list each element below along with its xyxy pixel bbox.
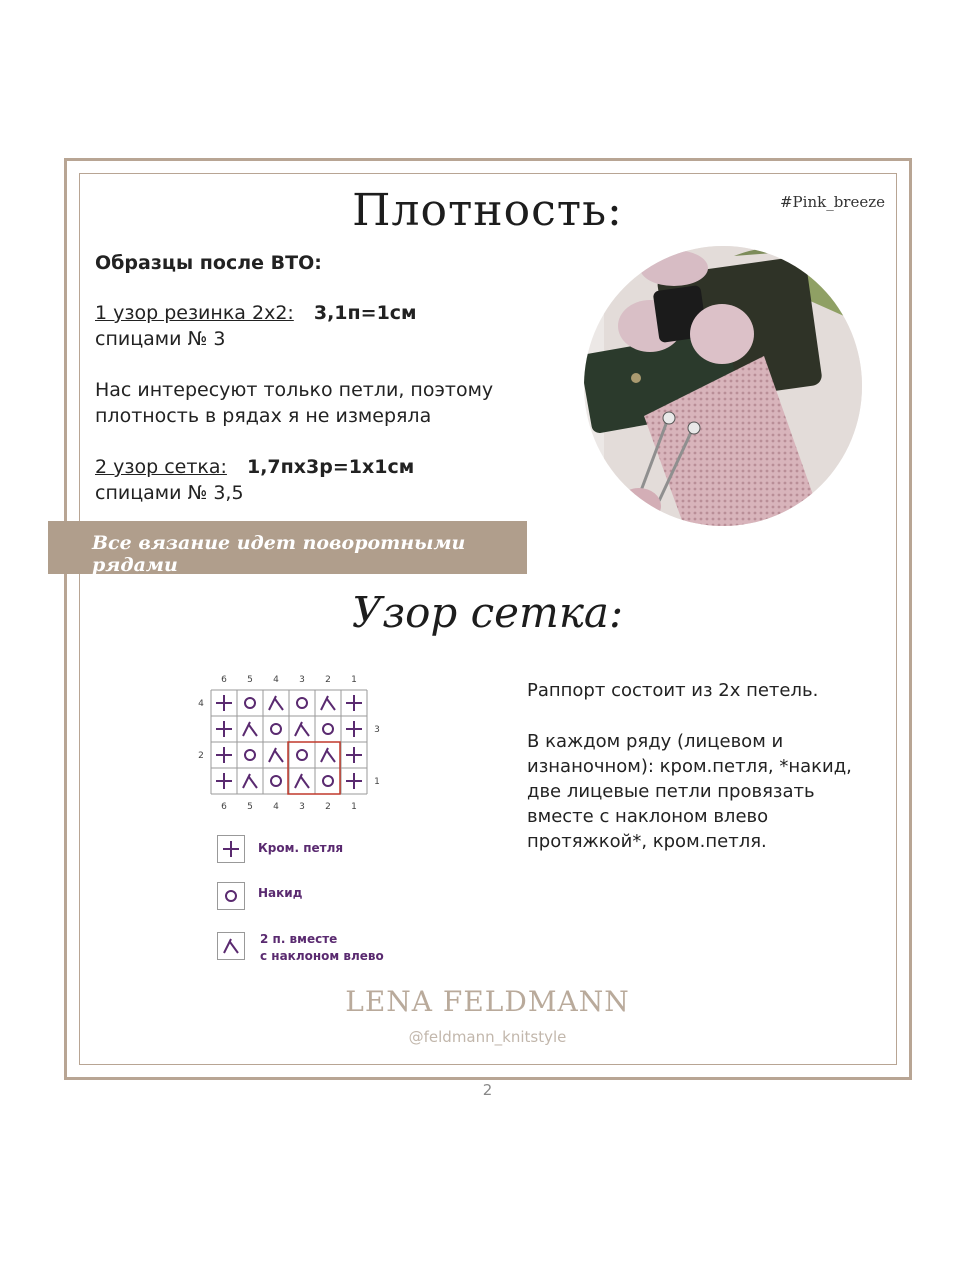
- turning-rows-banner: [48, 521, 527, 574]
- edge-stitch-symbol: [346, 695, 362, 711]
- yarnover-icon: [218, 883, 244, 909]
- banner-text: Все вязание идет поворотными рядами: [92, 532, 466, 576]
- yarnover-symbol: [245, 750, 255, 760]
- row-number: 2: [198, 751, 204, 761]
- column-number-top: 4: [273, 675, 279, 685]
- knitting-photo: [584, 246, 862, 526]
- edge-stitch-symbol: [216, 747, 232, 763]
- column-number-bottom: 1: [351, 802, 357, 812]
- k2tog-left-symbol: [321, 696, 335, 710]
- legend-k2tog-label-1: 2 п. вместе: [260, 932, 338, 946]
- k2tog-left-symbol: [295, 722, 309, 736]
- yarnover-symbol: [323, 724, 333, 734]
- yarnover-symbol: [245, 698, 255, 708]
- hashtag: #Pink_breeze: [779, 193, 885, 211]
- legend-k2tog-box: [217, 932, 245, 960]
- k2tog-left-symbol: [243, 774, 257, 788]
- knitting-chart: [190, 668, 400, 818]
- k2tog-left-symbol: [243, 722, 257, 736]
- yarnover-symbol: [271, 724, 281, 734]
- yarnover-symbol: [297, 750, 307, 760]
- instagram-handle: @feldmann_knitstyle: [408, 1028, 567, 1046]
- legend-edge-stitch-box: [217, 835, 245, 863]
- yarnover-symbol: [323, 776, 333, 786]
- pattern1-line: [95, 300, 417, 326]
- legend-k2tog-label-2: с наклоном влево: [260, 949, 384, 963]
- column-number-top: 5: [247, 675, 253, 685]
- row-number: 4: [198, 699, 204, 709]
- column-number-bottom: 6: [221, 802, 227, 812]
- mesh-pattern-title: Узор сетка:: [351, 588, 624, 637]
- legend-edge-stitch-label: Кром. петля: [258, 841, 344, 855]
- description-line2: В каждом ряду (лицевом и: [527, 731, 784, 752]
- column-number-top: 2: [325, 675, 331, 685]
- row-number: 3: [374, 725, 380, 735]
- column-number-bottom: 3: [299, 802, 305, 812]
- samples-heading: Образцы после ВТО:: [95, 252, 322, 274]
- note-line1: Нас интересуют только петли, поэтому: [95, 379, 494, 401]
- description-line6: протяжкой*, кром.петля.: [527, 831, 767, 852]
- page-number: 2: [482, 1081, 493, 1099]
- pattern2-label: 2 узор сетка:: [95, 456, 227, 478]
- pattern1-label: 1 узор резинка 2х2:: [95, 302, 294, 324]
- edge-stitch-symbol: [216, 773, 232, 789]
- column-number-top: 1: [351, 675, 357, 685]
- row-number: 1: [374, 777, 380, 787]
- edge-stitch-symbol: [346, 747, 362, 763]
- edge-stitch-symbol: [216, 721, 232, 737]
- brand-name: LENA FELDMANN: [345, 985, 630, 1018]
- k2tog-left-symbol: [321, 748, 335, 762]
- page-title: Плотность:: [352, 185, 623, 236]
- pattern2-value: 1,7пх3р=1х1см: [246, 456, 415, 478]
- description-line1: Раппорт состоит из 2х петель.: [527, 680, 819, 701]
- note-line2: плотность в рядах я не измеряла: [95, 405, 432, 427]
- legend-yarnover-label: Накид: [258, 886, 303, 900]
- edge-stitch-symbol: [216, 695, 232, 711]
- pattern1-needles: спицами № 3: [95, 328, 226, 350]
- yarnover-symbol: [271, 776, 281, 786]
- description-line4: две лицевые петли провязать: [527, 781, 815, 802]
- edge-stitch-symbol: [346, 721, 362, 737]
- pattern2-line: [95, 454, 414, 480]
- column-number-top: 3: [299, 675, 305, 685]
- k2tog-left-symbol: [269, 696, 283, 710]
- k2tog-left-symbol: [295, 774, 309, 788]
- legend-yarnover-box: [217, 882, 245, 910]
- yarnover-symbol: [297, 698, 307, 708]
- description-line3: изнаночном): кром.петля, *накид,: [527, 756, 852, 777]
- description-line5: вместе с наклоном влево: [527, 806, 769, 827]
- k2tog-left-symbol: [269, 748, 283, 762]
- pattern1-value: 3,1п=1см: [313, 302, 417, 324]
- edge-stitch-icon: [218, 836, 244, 862]
- edge-stitch-symbol: [346, 773, 362, 789]
- column-number-bottom: 2: [325, 802, 331, 812]
- column-number-bottom: 4: [273, 802, 279, 812]
- column-number-top: 6: [221, 675, 227, 685]
- column-number-bottom: 5: [247, 802, 253, 812]
- pattern2-needles: спицами № 3,5: [95, 482, 244, 504]
- k2tog-left-icon: [218, 933, 244, 959]
